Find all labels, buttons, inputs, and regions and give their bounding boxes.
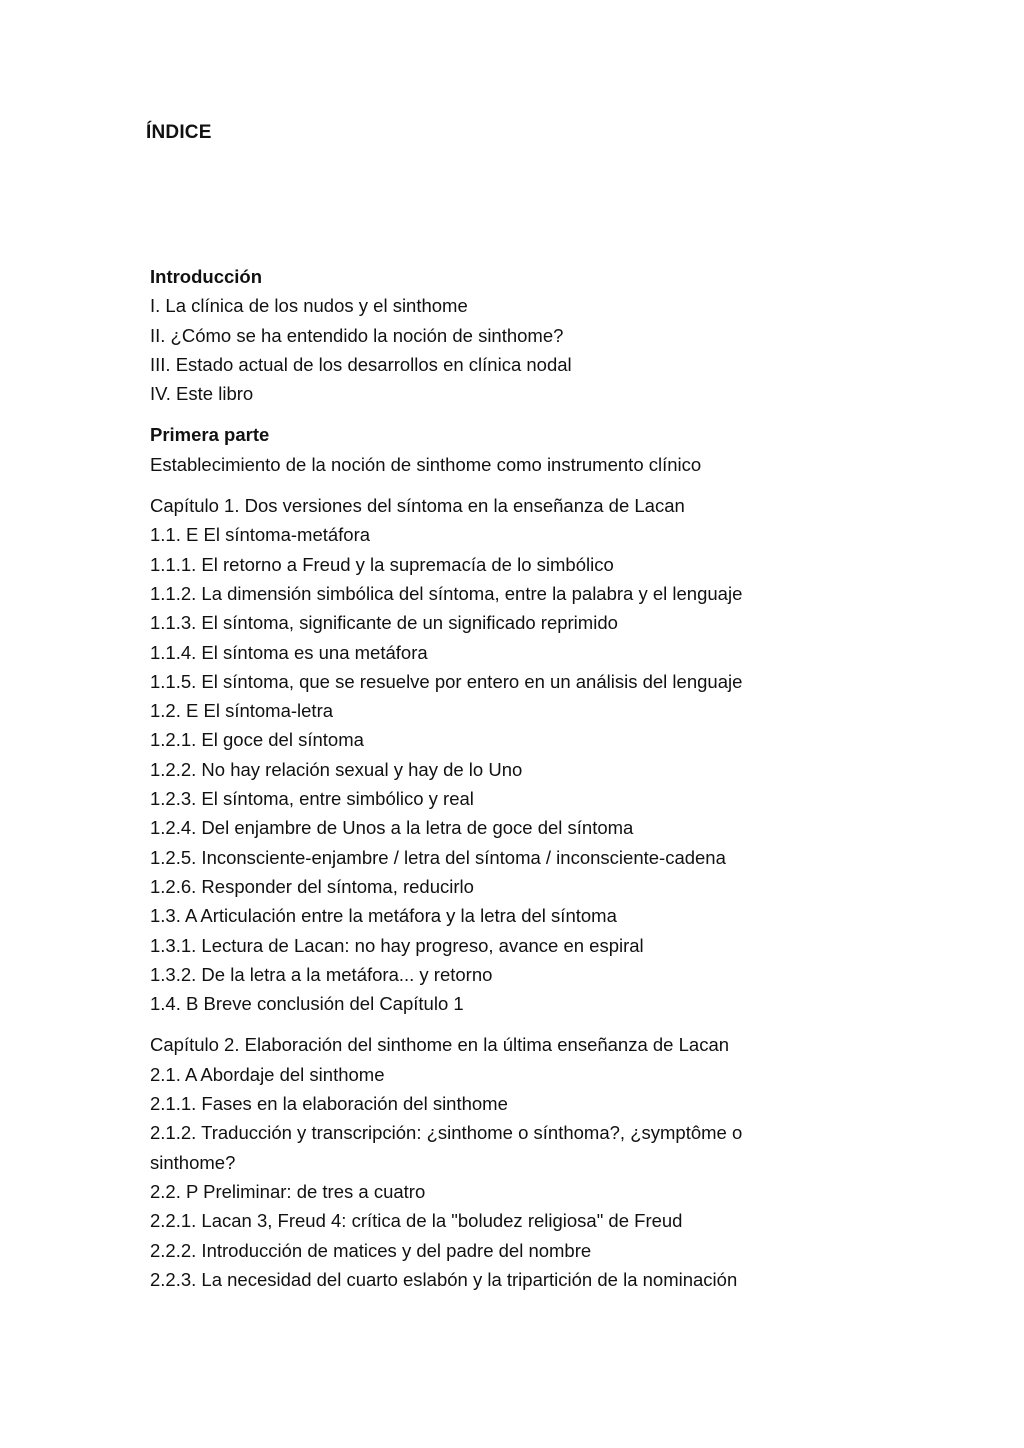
toc-entry: 1.3.2. De la letra a la metáfora... y retorno (150, 963, 493, 985)
chapter-title: Capítulo 1. Dos versiones del síntoma en la enseñanza de Lacan (150, 495, 685, 517)
toc-entry: 1.3. A Articulación entre la metáfora y la letra del síntoma (150, 905, 617, 927)
toc-entry: 1.1.5. El síntoma, que se resuelve por entero en un análisis del lenguaje (150, 670, 743, 692)
toc-entry: II. ¿Cómo se ha entendido la noción de sinthome? (150, 324, 564, 346)
table-of-contents (150, 262, 810, 1294)
toc-entry: 1.3.1. Lectura de Lacan: no hay progreso, avance en espiral (150, 934, 644, 956)
toc-entry: 1.2.4. Del enjambre de Unos a la letra de goce del síntoma (150, 817, 634, 839)
chapter-title: Capítulo 2. Elaboración del sinthome en la última enseñanza de Lacan (150, 1034, 730, 1056)
toc-entry: 1.1.3. El síntoma, significante de un significado reprimido (150, 612, 618, 634)
toc-entry: 2.2. P Preliminar: de tres a cuatro (150, 1180, 426, 1202)
toc-entry: III. Estado actual de los desarrollos en clínica nodal (150, 353, 572, 375)
toc-entry: 1.2.1. El goce del síntoma (150, 729, 364, 751)
toc-entry: 2.2.1. Lacan 3, Freud 4: crítica de la "boludez religiosa" de Freud (150, 1210, 683, 1232)
toc-entry: 1.2.2. No hay relación sexual y hay de lo Uno (150, 758, 523, 780)
toc-entry: 1.2. E El síntoma-letra (150, 700, 334, 722)
toc-entry: I. La clínica de los nudos y el sinthome (150, 295, 468, 317)
toc-entry: 1.1.2. La dimensión simbólica del síntoma, entre la palabra y el lenguaje (150, 582, 743, 604)
toc-entry: 2.2.2. Introducción de matices y del padre del nombre (150, 1239, 592, 1261)
part-heading: Primera parte (150, 424, 270, 446)
toc-entry: 1.2.6. Responder del síntoma, reducirlo (150, 875, 474, 897)
introduction-heading: Introducción (150, 266, 263, 287)
page-title: ÍNDICE (146, 122, 212, 143)
toc-entry: 1.1.4. El síntoma es una metáfora (150, 641, 428, 663)
toc-entry: 1.1.1. El retorno a Freud y la supremacía de lo simbólico (150, 553, 614, 575)
toc-entry: 2.1.1. Fases en la elaboración del sinthome (150, 1093, 508, 1115)
toc-entry: IV. Este libro (150, 383, 254, 405)
toc-entry: 2.1. A Abordaje del sinthome (150, 1063, 385, 1085)
toc-entry: 1.1. E El síntoma-metáfora (150, 524, 371, 546)
toc-entry: 1.2.5. Inconsciente-enjambre / letra del síntoma / inconsciente-cadena (150, 846, 726, 868)
part-subtitle: Establecimiento de la noción de sinthome como instrumento clínico (150, 453, 702, 475)
toc-entry: 2.1.2. Traducción y transcripción: ¿sinthome o sínthoma?, ¿symptôme o sinthome? (150, 1122, 743, 1173)
toc-entry: 1.4. B Breve conclusión del Capítulo 1 (150, 993, 464, 1015)
toc-entry: 1.2.3. El síntoma, entre simbólico y real (150, 788, 474, 810)
toc-entry: 2.2.3. La necesidad del cuarto eslabón y la tripartición de la nominación (150, 1268, 738, 1290)
